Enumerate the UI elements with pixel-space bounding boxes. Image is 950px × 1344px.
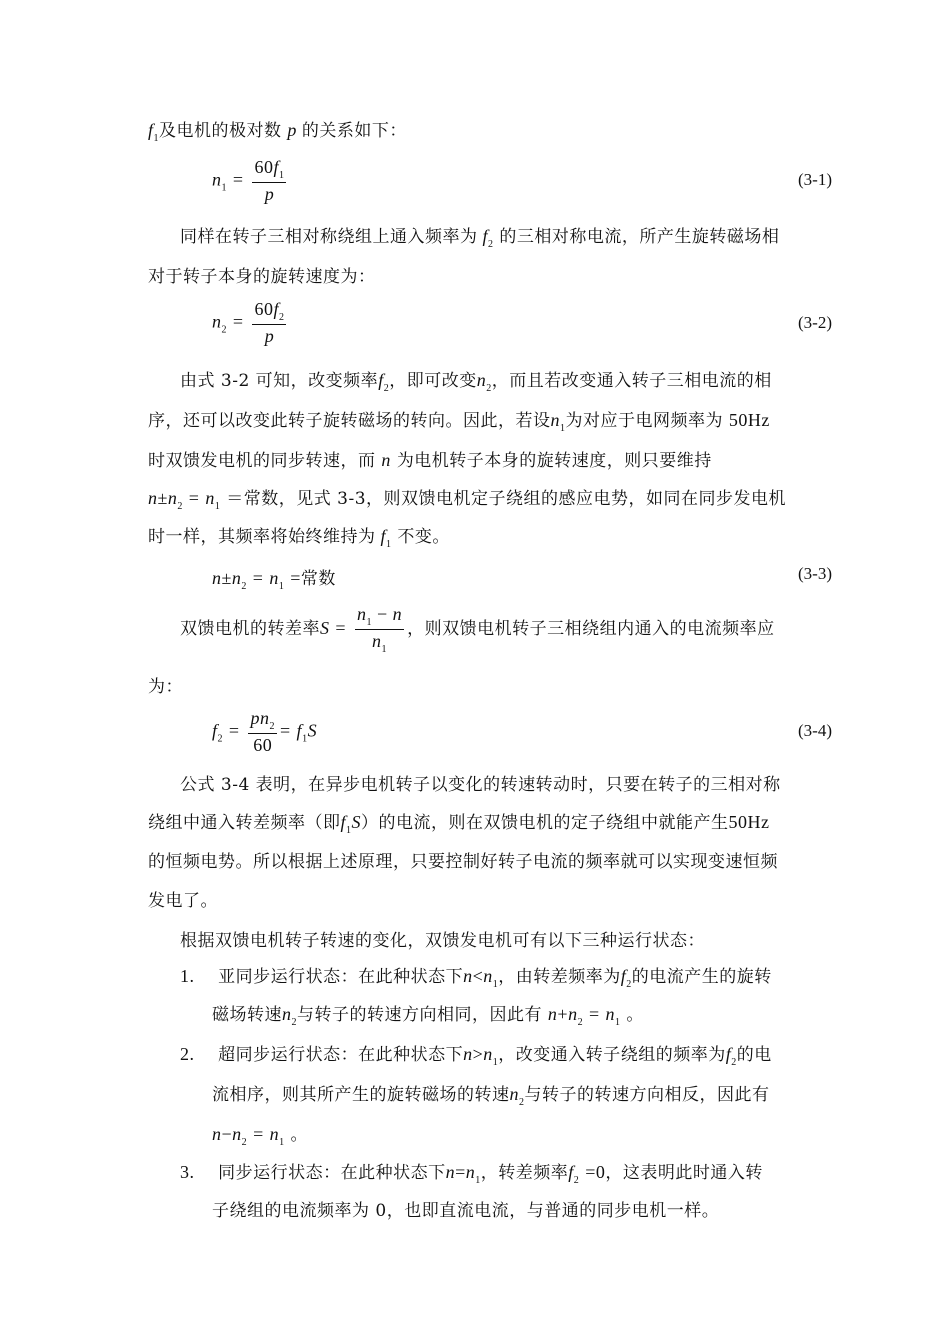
text-line: 的恒频电势。所以根据上述原理，只要控制好转子电流的频率就可以实现变速恒频	[148, 852, 778, 872]
equation-3-2: $n_2$ = $\frac{60f_2}{p}$	[212, 299, 285, 346]
list-item: 3. 同步运行状态：在此种状态下$n=n_1$，转差频率$f_2 =0$，这表明此时通入转	[180, 1162, 763, 1186]
list-item: 2. 超同步运行状态：在此种状态下$n>n_1$，改变通入转子绕组的频率为$f_2$的电	[180, 1044, 772, 1068]
text-line: 双馈电机的转差率S = $\frac{n_1 - n}{n_1}$ ，则双馈电机转子三相绕组内通入的电流频率应	[180, 604, 775, 655]
text-line: 根据双馈电机转子转速的变化，双馈发电机可有以下三种运行状态：	[180, 931, 705, 951]
equation-3-1: $n_1$ = $\frac{60f_1}{p}$	[212, 157, 285, 204]
text-line: $n-n_2 = n_1$ 。	[212, 1124, 309, 1148]
text-line: 时一样，其频率将始终维持为 $f_1$ 不变。	[148, 526, 450, 550]
text-line: 子绕组的电流频率为 0，也即直流电流，与普通的同步电机一样。	[212, 1201, 720, 1221]
text-line: $f_1$及电机的极对数 p 的关系如下：	[148, 120, 407, 144]
list-item: 1. 亚同步运行状态：在此种状态下$n<n_1$，由转差频率为$f_2$的电流产生的旋转	[180, 966, 772, 990]
equation-number: (3-4)	[798, 721, 832, 740]
text-line: 时双馈发电机的同步转速，而 n 为电机转子本身的旋转速度，则只要维持	[148, 450, 712, 471]
text-line: 发电了。	[148, 891, 218, 911]
text: 的关系如下：	[301, 121, 407, 141]
text: 及电机的极对数	[159, 121, 282, 141]
equation-3-3: $n\pm n_2 = n_1$ =常数	[212, 568, 336, 592]
equation-number: (3-1)	[798, 170, 832, 189]
text-line: $n\pm n_2 = n_1$ ＝常数，见式 3-3，则双馈电机定子绕组的感应电势，如同在同步发电机	[148, 488, 787, 512]
text-line: 为：	[148, 677, 183, 697]
text-line: 序，还可以改变此转子旋转磁场的转向。因此，若设$n_1$为对应于电网频率为 50Hz	[148, 410, 770, 434]
text-line: 绕组中通入转差频率（即$f_1S$）的电流，则在双馈电机的定子绕组中就能产生50Hz	[148, 812, 770, 836]
text-line: 磁场转速$n_2$与转子的转速方向相同，因此有 $n+n_2 = n_1$ 。	[212, 1004, 644, 1028]
text-line: 公式 3-4 表明，在异步电机转子以变化的转速转动时，只要在转子的三相对称	[180, 775, 781, 795]
text-line: 由式 3-2 可知，改变频率$f_2$，即可改变$n_2$，而且若改变通入转子三相电流的相	[180, 370, 772, 394]
text-line: 对于转子本身的旋转速度为：	[148, 267, 376, 287]
text-line: 流相序，则其所产生的旋转磁场的转速$n_2$与转子的转速方向相反，因此有	[212, 1084, 770, 1108]
equation-number: (3-3)	[798, 564, 832, 583]
equation-number: (3-2)	[798, 313, 832, 332]
text-line: 同样在转子三相对称绕组上通入频率为 $f_2$ 的三相对称电流，所产生旋转磁场相	[180, 226, 780, 250]
equation-3-4: $f_2$ = $\frac{pn_2}{60}$ = $f_1S$	[212, 708, 318, 755]
